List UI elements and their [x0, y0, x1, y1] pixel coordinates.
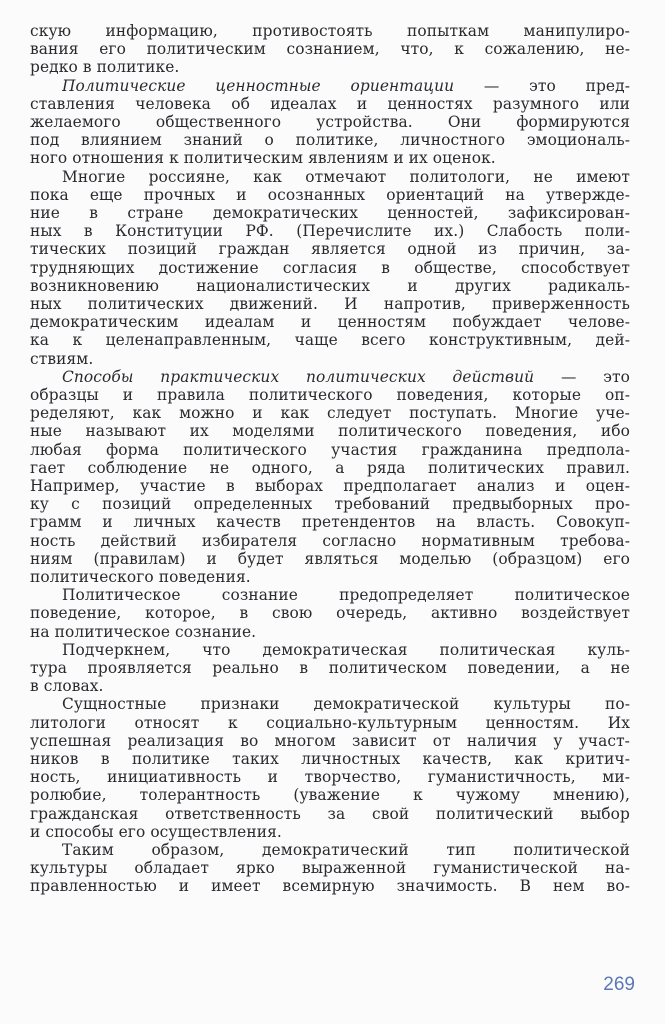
page-number: 269	[603, 974, 635, 995]
line-text: пока еще прочных и осознанных ориентаций на утвержде-	[30, 185, 630, 204]
line-text: культуры обладает ярко выраженной гуманистической на-	[30, 859, 630, 878]
text-line	[62, 586, 630, 604]
line-text: тических позиций граждан является одной из причин, за-	[30, 240, 630, 259]
text-line	[30, 659, 630, 677]
line-text: Таким образом, демократический тип политической	[62, 841, 630, 859]
text-line	[30, 295, 630, 313]
line-text: демократическим идеалам и ценностям побуждает челове-	[30, 313, 630, 332]
line-text: ность действий избирателя согласно нормативным требова-	[30, 531, 630, 550]
line-text: Многие россияне, как отмечают политологи, не имеют	[62, 167, 630, 186]
line-text: ных в Конституции РФ. (Перечислите их.) Слабость поли-	[30, 222, 630, 241]
line-text: правленностью и имеет всемирную значимость. В нем во-	[30, 877, 630, 896]
line-text: гражданская ответственность за свой политический выбор	[30, 804, 630, 823]
text-line	[30, 22, 630, 40]
line-text: редко в политике.	[30, 58, 180, 77]
line-text: ных политических движений. И напротив, приверженность	[30, 295, 630, 313]
text-line	[62, 77, 630, 95]
line-text: ку с позиций определенных требований предвыборных про-	[30, 495, 630, 514]
text-line	[30, 459, 630, 477]
line-text: тура проявляется реально в политическом поведении, а не	[30, 659, 630, 677]
line-text: — это пред-	[454, 76, 630, 95]
line-text: ние в стране демократических ценностей, зафиксирован-	[30, 204, 630, 222]
text-line	[30, 859, 630, 877]
text-line	[30, 113, 630, 131]
text-line	[30, 877, 630, 895]
text-line	[62, 641, 630, 659]
text-line	[30, 149, 630, 167]
text-line	[30, 58, 630, 76]
line-text: ного отношения к политическим явлениям и их оценок.	[30, 149, 496, 168]
line-text: любая форма политического участия гражданина предпола-	[30, 440, 630, 459]
line-text: — это	[534, 367, 630, 386]
text-line	[30, 750, 630, 768]
italic-term: Способы практических политических действий	[62, 367, 535, 386]
text-line	[30, 186, 630, 204]
line-text: ределяют, как можно и как следует поступать. Многие уче-	[30, 404, 630, 423]
text-line	[30, 604, 630, 622]
text-line	[30, 204, 630, 222]
text-line	[30, 259, 630, 277]
line-text: ность, инициативность и творчество, гуманистичность, ми-	[30, 768, 630, 787]
line-text: успешная реализация во многом зависит от наличия у участ-	[30, 731, 630, 750]
text-line	[30, 768, 630, 786]
line-text: политического поведения.	[30, 568, 251, 586]
line-text: желаемого общественного устройства. Они формируются	[30, 113, 630, 131]
line-text: вания его политическим сознанием, что, к сожалению, не-	[30, 40, 630, 59]
text-line	[30, 386, 630, 404]
text-line	[30, 823, 630, 841]
text-line	[30, 277, 630, 295]
line-text: Сущностные признаки демократической культуры по-	[62, 695, 630, 714]
line-text: возникновению националистических и других радикаль-	[30, 276, 630, 295]
text-line	[30, 786, 630, 804]
text-line	[30, 714, 630, 732]
line-text: на политическое сознание.	[30, 622, 257, 641]
line-text: Например, участие в выборах предполагает анализ и оцен-	[30, 477, 630, 495]
text-line	[62, 841, 630, 859]
text-line	[30, 441, 630, 459]
text-line	[62, 695, 630, 713]
line-text: ствиям.	[30, 349, 94, 368]
text-line	[30, 568, 630, 586]
line-text: скую информацию, противостоять попыткам манипулиро-	[30, 22, 630, 40]
text-line	[30, 513, 630, 531]
line-text: грамм и личных качеств претендентов на власть. Совокуп-	[30, 513, 630, 532]
text-line	[30, 222, 630, 240]
text-line	[30, 313, 630, 331]
text-line	[30, 477, 630, 495]
line-text: и способы его осуществления.	[30, 822, 282, 841]
text-line	[30, 240, 630, 258]
text-line	[30, 350, 630, 368]
text-line	[30, 550, 630, 568]
line-text: под влиянием знаний о политике, личностного эмоциональ-	[30, 131, 630, 150]
text-line	[30, 532, 630, 550]
line-text: литологи относят к социально-культурным ценностям. Их	[30, 713, 630, 732]
text-line	[30, 131, 630, 149]
line-text: образцы и правила политического поведения, которые оп-	[30, 386, 630, 404]
text-line	[30, 95, 630, 113]
italic-term: Политические ценностные ориентации	[62, 76, 455, 95]
text-line	[30, 805, 630, 823]
line-text: гает соблюдение не одного, а ряда политических правил.	[30, 458, 630, 477]
line-text: ка к целенаправленным, чаще всего конструктивным, дей-	[30, 331, 630, 350]
text-line	[30, 331, 630, 349]
text-line	[30, 404, 630, 422]
line-text: ставления человека об идеалах и ценностях разумного или	[30, 94, 630, 113]
line-text: ниям (правилам) и будет являться моделью (образцом) его	[30, 549, 630, 568]
line-text: Политическое сознание предопределяет политическое	[62, 586, 630, 605]
line-text: трудняющих достижение согласия в обществе, способствует	[30, 258, 630, 277]
text-line	[30, 40, 630, 58]
line-text: ные называют их моделями политического поведения, ибо	[30, 422, 630, 441]
line-text: поведение, которое, в свою очередь, активно воздействует	[30, 604, 630, 623]
line-text: ролюбие, толерантность (уважение к чужому мнению),	[30, 786, 630, 805]
line-text: ников в политике таких личностных качеств, как критич-	[30, 750, 630, 768]
text-line	[30, 495, 630, 513]
text-line	[30, 677, 630, 695]
text-line	[30, 732, 630, 750]
line-text: в словах.	[30, 677, 104, 696]
text-line	[30, 422, 630, 440]
text-line	[30, 623, 630, 641]
text-line	[62, 168, 630, 186]
text-line	[62, 368, 630, 386]
line-text: Подчеркнем, что демократическая политическая куль-	[62, 640, 630, 659]
